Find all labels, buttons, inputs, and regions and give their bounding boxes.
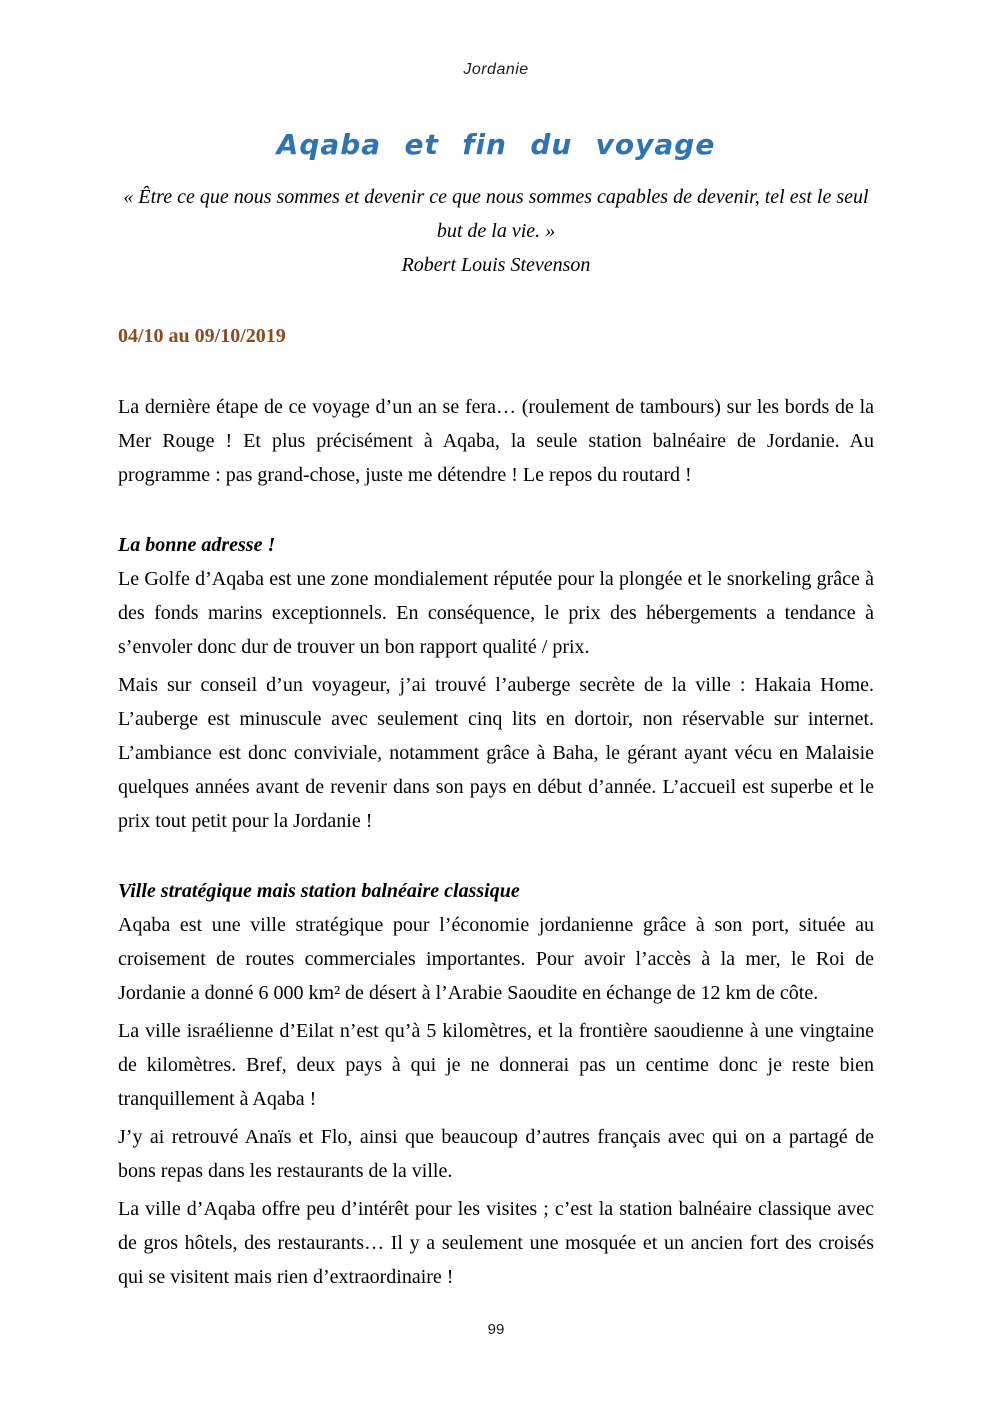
section-paragraph: La ville israélienne d’Eilat n’est qu’à 5 kilomètres, et la frontière saoudienne à une vingtaine de kilomètres. Bref, deux pays à qui je ne donnerai pas un centime donc je reste bien tranquillement à Aqaba ! bbox=[118, 1020, 874, 1110]
page-number: 99 bbox=[487, 1321, 505, 1338]
section-paragraph: Le Golfe d’Aqaba est une zone mondialement réputée pour la plongée et le snorkeling grâce à des fonds marins exceptionnels. En conséquence, le prix des hébergements a tendance à s’envoler donc dur de trouver un bon rapport qualité / prix. bbox=[118, 568, 874, 658]
page-title: Aqaba et fin du voyage bbox=[276, 128, 716, 161]
section-paragraph: Aqaba est une ville stratégique pour l’économie jordanienne grâce à son port, située au croisement de routes commerciales importantes. Pour avoir l’accès à la mer, le Roi de Jordanie a donné 6 000 km² de désert à l’Arabie Saoudite en échange de 12 km de côte. bbox=[118, 914, 874, 1004]
section-la-bonne-adresse bbox=[118, 528, 874, 838]
section-paragraph: Mais sur conseil d’un voyageur, j’ai trouvé l’auberge secrète de la ville : Hakaia Home. L’auberge est minuscule avec seulement cinq lits en dortoir, non réservable sur internet. L’ambiance est donc conviviale, notamment grâce à Baha, le gérant ayant vécu en Malaisie quelques années avant de revenir dans son pays en début d’année. L’accueil est superbe et le prix tout petit pour la Jordanie ! bbox=[118, 674, 874, 832]
intro-paragraph: La dernière étape de ce voyage d’un an se fera… (roulement de tambours) sur les bords de la Mer Rouge ! Et plus précisément à Aqaba, la seule station balnéaire de Jordanie. Au programme : pas grand-chose, juste me détendre ! Le repos du routard ! bbox=[118, 396, 874, 486]
date-range-heading: 04/10 au 09/10/2019 bbox=[118, 325, 286, 347]
section-heading: Ville stratégique mais station balnéaire classique bbox=[118, 880, 520, 902]
running-header: Jordanie bbox=[463, 61, 529, 78]
epigraph-quote: « Être ce que nous sommes et devenir ce que nous sommes capables de devenir, tel est le seul but de la vie. » bbox=[123, 186, 869, 242]
section-heading: La bonne adresse ! bbox=[118, 534, 276, 556]
section-paragraph: La ville d’Aqaba offre peu d’intérêt pour les visites ; c’est la station balnéaire classique avec de gros hôtels, des restaurants… Il y a seulement une mosquée et un ancien fort des croisés qui se visitent mais rien d’extraordinaire ! bbox=[118, 1198, 874, 1288]
section-paragraph: J’y ai retrouvé Anaïs et Flo, ainsi que beaucoup d’autres français avec qui on a partagé de bons repas dans les restaurants de la ville. bbox=[118, 1126, 874, 1182]
section-ville-strategique bbox=[118, 874, 874, 1294]
quote-attribution: Robert Louis Stevenson bbox=[401, 254, 591, 276]
